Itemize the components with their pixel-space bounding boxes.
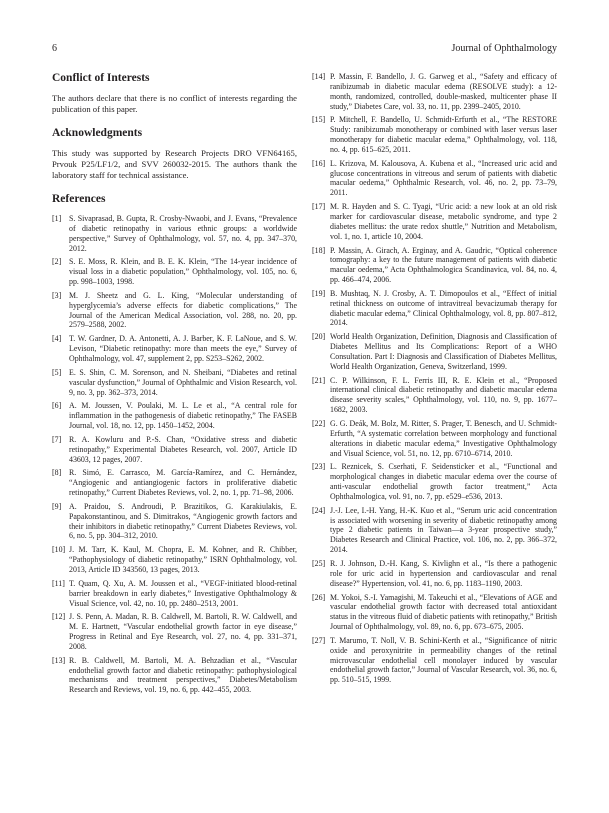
reference-text: R. Simó, E. Carrasco, M. García-Ramírez, and C. Hernández, “Angiogenic and antiangiogenic factors in proliferative diabetic retinopathy,” Current Diabetes Reviews, vol. 2, no. 1, pp. 71–98, 2006. (69, 468, 297, 498)
reference-text: J.-J. Lee, I.-H. Yang, H.-K. Kuo et al., “Serum uric acid concentration is associated with worsening in severity of diabetic retinopathy among type 2 diabetic patients in Taiwan—a 3-year prospective study,” Diabetes Research and Clinical Practice, vol. 106, no. 2, pp. 366–372, 2014. (330, 505, 557, 555)
reference-text: M. R. Hayden and S. C. Tyagi, “Uric acid: a new look at an old risk marker for cardiovascular disease, metabolic syndrome, and type 2 diabetes mellitus: the urate redox shuttle,” Nutrition and Metabolism, vol. 1, no. 1, article 10, 2004. (330, 202, 557, 241)
reference-number: [27] (312, 635, 326, 645)
reference-item (52, 579, 297, 609)
reference-item (312, 202, 557, 241)
reference-text: R. J. Johnson, D.-H. Kang, S. Kivlighn et al., “Is there a pathogenic role for uric acid in hypertension and cardiovascular and renal disease?” Hypertension, vol. 41, no. 6, pp. 1183–1190, 2003. (330, 558, 557, 588)
reference-number: [2] (52, 257, 62, 267)
reference-number: [23] (312, 462, 326, 472)
reference-text: M. J. Sheetz and G. L. King, “Molecular understanding of hyperglycemia’s adverse effects for diabetic complications,” The Journal of the American Medical Association, vol. 288, no. 20, pp. 2579–2588, 2002. (69, 290, 297, 330)
reference-list-left (52, 214, 297, 695)
reference-item (52, 468, 297, 498)
reference-number: [18] (312, 245, 326, 255)
journal-name: Journal of Ophthalmology (451, 43, 557, 54)
reference-text: R. A. Kowluru and P.-S. Chan, “Oxidative stress and diabetic retinopathy,” Experimental Diabetes Research, vol. 2007, Article ID 43603, 12 pages, 2007. (69, 434, 297, 464)
reference-text: J. S. Penn, A. Madan, R. B. Caldwell, M. Bartoli, R. W. Caldwell, and M. E. Hartnett, “Vascular endothelial growth factor in eye disease,” Progress in Retinal and Eye Research, vol. 27, no. 4, pp. 331–371, 2008. (69, 612, 297, 651)
reference-text: P. Massin, A. Girach, A. Erginay, and A. Gaudric, “Optical coherence tomography: a key to the future management of patients with diabetic macular oedema,” Acta Ophthalmologica Scandinavica, vol. 84, no. 4, pp. 466–474, 2006. (330, 245, 557, 285)
reference-item (312, 419, 557, 458)
reference-text: L. Krizova, M. Kalousova, A. Kubena et al., “Increased uric acid and glucose concentrations in vitreous and serum of patients with diabetic macular oedema,” Ophthalmic Research, vol. 46, no. 2, pp. 73–79, 2011. (330, 158, 557, 198)
reference-text: M. Yokoi, S.-I. Yamagishi, M. Takeuchi et al., “Elevations of AGE and vascular endothelial growth factor with decreased total antioxidant status in the vitreous fluid of diabetic patients with retinopathy,” British Journal of Ophthalmology, vol. 89, no. 6, pp. 673–675, 2005. (330, 592, 557, 632)
reference-text: B. Mushtaq, N. J. Crosby, A. T. Dimopoulos et al., “Effect of initial retinal thickness on outcome of intravitreal bevacizumab therapy for diabetic macular edema,” Clinical Ophthalmology, vol. 8, pp. 807–812, 2014. (330, 288, 557, 328)
reference-number: [22] (312, 419, 326, 428)
reference-text: L. Reznicek, S. Cserhati, F. Seidensticker et al., “Functional and morphological changes in diabetic macular edema over the course of anti-vascular endothelial growth factor treatment,” Acta Ophthalmologica, vol. 91, no. 7, pp. e529–e536, 2013. (330, 462, 557, 501)
reference-number: [12] (52, 612, 66, 622)
reference-number: [1] (52, 214, 62, 223)
left-column (52, 72, 297, 699)
reference-text: E. S. Shin, C. M. Sorenson, and N. Sheibani, “Diabetes and retinal vascular dysfunction,” Journal of Ophthalmic and Vision Research, vol. 9, no. 3, pp. 362–373, 2014. (69, 367, 297, 397)
acknowledgments-text: This study was supported by Research Projects DRO VFN64165, Prvouk P25/LF1/2, and SVV 260032-2015. The authors thank the laboratory staff for technical assistance. (52, 148, 297, 180)
reference-item (312, 559, 557, 589)
reference-number: [16] (312, 158, 326, 168)
reference-item (52, 257, 297, 287)
reference-item (52, 545, 297, 575)
reference-text: World Health Organization, Definition, Diagnosis and Classification of Diabetes Mellitus and Its Complications: Report of a WHO Consultation. Part I: Diagnosis and Classification of Diabetes Mellitus, World Health Organization, Geneva, Switzerland, 1999. (330, 332, 557, 371)
reference-text: T. Marumo, T. Noll, V. B. Schini-Kerth et al., “Significance of nitric oxide and peroxynitrite in permeability changes of the retinal microvascular endothelial cell monolayer induced by vascular endothelial growth factor,” Journal of Vascular Research, vol. 36, no. 6, pp. 510–515, 1999. (330, 635, 557, 685)
conflict-text: The authors declare that there is no conflict of interests regarding the publication of this paper. (52, 93, 297, 114)
reference-list-right (312, 72, 557, 685)
reference-text: R. B. Caldwell, M. Bartoli, M. A. Behzadian et al., “Vascular endothelial growth factor and diabetic retinopathy: pathophysiological mechanisms and treatment perspectives,” Diabetes/Metabolism Research and Reviews, vol. 19, no. 6, pp. 442–455, 2003. (69, 655, 297, 695)
reference-item (312, 593, 557, 632)
reference-number: [26] (312, 592, 326, 602)
reference-item (312, 246, 557, 285)
references-heading: References (52, 193, 106, 205)
reference-item (312, 506, 557, 555)
reference-item (52, 656, 297, 695)
reference-number: [7] (52, 434, 62, 444)
page-header (52, 43, 557, 57)
acknowledgments-heading: Acknowledgments (52, 127, 143, 139)
reference-item (312, 376, 557, 415)
right-column (312, 72, 557, 689)
reference-item (312, 159, 557, 198)
reference-number: [5] (52, 367, 62, 377)
reference-text: S. Sivaprasad, B. Gupta, R. Crosby-Nwaobi, and J. Evans, “Prevalence of diabetic retinopathy in various ethnic groups: a worldwide perspective,” Survey of Ophthalmology, vol. 57, no. 4, pp. 347–370, 2012. (69, 214, 297, 253)
reference-text: T. W. Gardner, D. A. Antonetti, A. J. Barber, K. F. LaNoue, and S. W. Levison, “Diabetic retinopathy: more than meets the eye,” Survey of Ophthalmology, vol. 47, supplement 2, pp. S253–S262, 2002. (69, 334, 297, 363)
reference-item (312, 636, 557, 685)
reference-number: [25] (312, 558, 326, 568)
reference-text: J. M. Tarr, K. Kaul, M. Chopra, E. M. Kohner, and R. Chibber, “Pathophysiology of diabetic retinopathy,” ISRN Ophthalmology, vol. 2013, Article ID 343560, 13 pages, 2013. (69, 545, 297, 574)
reference-item (52, 368, 297, 398)
reference-item (52, 612, 297, 651)
reference-text: T. Quam, Q. Xu, A. M. Joussen et al., “VEGF-initiated blood-retinal barrier breakdown in early diabetes,” Investigative Ophthalmology & Visual Science, vol. 42, no. 10, pp. 2480–2513, 2001. (69, 578, 297, 608)
reference-number: [13] (52, 655, 66, 665)
reference-text: A. Praidou, S. Androudi, P. Brazitikos, G. Karakiulakis, E. Papakonstantinou, and S. Dimitrakos, “Angiogenic growth factors and their inhibitors in diabetic retinopathy,” Current Diabetes Reviews, vol. 6, no. 5, pp. 304–312, 2010. (69, 501, 297, 541)
reference-number: [6] (52, 401, 62, 411)
reference-number: [19] (312, 288, 326, 298)
reference-number: [15] (312, 115, 326, 125)
reference-item (52, 291, 297, 330)
reference-text: P. Mitchell, F. Bandello, U. Schmidt-Erfurth et al., “The RESTORE Study: ranibizumab monotherapy or combined with laser versus laser monotherapy for diabetic macular edema,” Ophthalmology, vol. 118, no. 4, pp. 615–625, 2011. (330, 115, 557, 154)
reference-text: C. P. Wilkinson, F. L. Ferris III, R. E. Klein et al., “Proposed international clinical diabetic retinopathy and diabetic macular edema disease severity scales,” Ophthalmology, vol. 110, no. 9, pp. 1677–1682, 2003. (330, 375, 557, 415)
reference-item (52, 502, 297, 541)
reference-item (312, 115, 557, 154)
reference-item (312, 72, 557, 111)
reference-number: [8] (52, 468, 62, 478)
reference-text: P. Massin, F. Bandello, J. G. Garweg et al., “Safety and efficacy of ranibizumab in diabetic macular edema (RESOLVE study): a 12-month, randomized, controlled, double-masked, multicenter phase II study,” Diabetes Care, vol. 33, no. 11, pp. 2399–2405, 2010. (330, 72, 557, 111)
reference-text: G. G. Deák, M. Bolz, M. Ritter, S. Prager, T. Benesch, and U. Schmidt-Erfurth, “A systematic correlation between morphology and functional alterations in diabetic macular edema,” Investigative Ophthalmology and Visual Science, vol. 51, no. 12, pp. 6710–6714, 2010. (330, 419, 557, 458)
page-number: 6 (52, 43, 57, 54)
reference-number: [14] (312, 72, 326, 81)
reference-text: S. E. Moss, R. Klein, and B. E. K. Klein, “The 14-year incidence of visual loss in a diabetic population,” Ophthalmology, vol. 105, no. 6, pp. 998–1003, 1998. (69, 257, 297, 287)
reference-item (312, 462, 557, 501)
conflict-heading: Conflict of Interests (52, 72, 150, 84)
reference-number: [3] (52, 290, 62, 300)
reference-number: [20] (312, 332, 326, 342)
reference-item (52, 435, 297, 465)
reference-number: [10] (52, 545, 66, 555)
reference-number: [4] (52, 334, 62, 344)
reference-number: [21] (312, 375, 326, 385)
reference-number: [17] (312, 202, 326, 212)
reference-text: A. M. Joussen, V. Poulaki, M. L. Le et al., “A central role for inflammation in the pathogenesis of diabetic retinopathy,” The FASEB Journal, vol. 18, no. 12, pp. 1450–1452, 2004. (69, 401, 297, 431)
reference-number: [11] (52, 578, 65, 588)
reference-item (52, 401, 297, 431)
reference-number: [24] (312, 505, 326, 515)
reference-number: [9] (52, 501, 62, 511)
reference-item (52, 334, 297, 364)
reference-item (52, 214, 297, 253)
reference-item (312, 332, 557, 371)
reference-item (312, 289, 557, 328)
